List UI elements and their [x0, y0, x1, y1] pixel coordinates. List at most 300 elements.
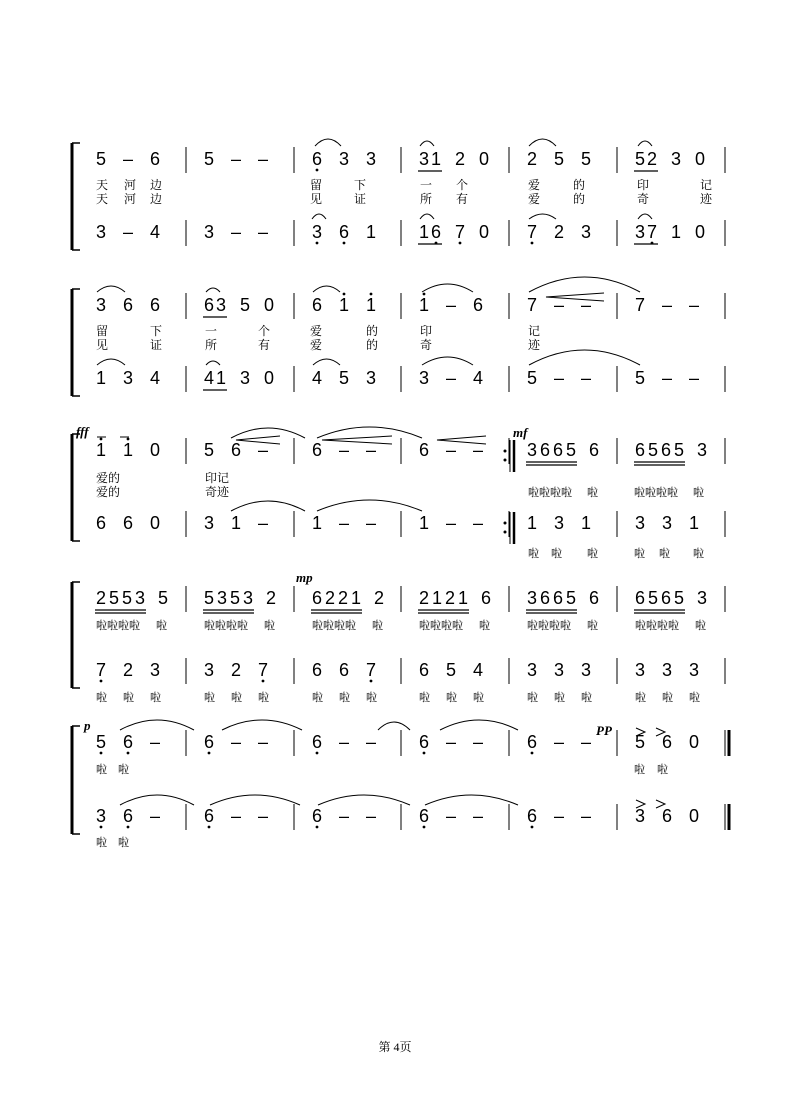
lyric: 天 — [96, 192, 109, 206]
note-digit: 6 — [661, 588, 672, 608]
note-digit: – — [258, 222, 269, 242]
lyric: 啦 — [528, 548, 539, 560]
note-digit: 2 — [554, 222, 565, 242]
repeat-dot — [504, 531, 507, 534]
lyric: 啦啦啦啦 — [634, 487, 678, 499]
lyric: 爱的 — [96, 485, 121, 499]
octave-dot-above — [370, 293, 373, 296]
note-digit: 5 — [204, 588, 215, 608]
slur — [97, 359, 125, 365]
slur — [97, 286, 125, 292]
note-digit: 3 — [96, 295, 107, 315]
note-digit: 0 — [689, 806, 700, 826]
slur — [529, 277, 640, 292]
lyric: 所 — [205, 338, 218, 352]
note-digit: – — [662, 295, 673, 315]
note-digit: 1 — [419, 222, 430, 242]
repeat-dot — [504, 450, 507, 453]
octave-dot-below — [208, 826, 211, 829]
note-digit: 7 — [635, 295, 646, 315]
lyric: 啦 — [662, 692, 673, 704]
slur — [317, 427, 422, 438]
lyric: 啦 — [527, 692, 538, 704]
lyric: 啦 — [339, 692, 350, 704]
dynamic-marking: PP — [596, 723, 612, 738]
lyric: 证 — [150, 338, 163, 352]
lyric: 啦 — [312, 692, 323, 704]
repeat-dot — [504, 459, 507, 462]
note-digit: – — [258, 732, 269, 752]
note-digit: 2 — [455, 149, 466, 169]
note-digit: 3 — [204, 513, 215, 533]
note-digit: 2 — [445, 588, 456, 608]
note-digit: 3 — [240, 368, 251, 388]
note-digit: 6 — [419, 732, 430, 752]
octave-dot-below — [127, 752, 130, 755]
note-digit: 2 — [266, 588, 277, 608]
slur — [206, 288, 220, 292]
note-digit: 6 — [231, 440, 242, 460]
note-digit: 1 — [419, 513, 430, 533]
note-digit: 3 — [635, 806, 646, 826]
lyric: 的 — [366, 324, 379, 338]
note-digit: 3 — [689, 660, 700, 680]
note-digit: 6 — [339, 660, 350, 680]
note-digit: 5 — [581, 149, 592, 169]
note-digit: 1 — [581, 513, 592, 533]
note-digit: 5 — [674, 440, 685, 460]
note-digit: – — [258, 440, 269, 460]
octave-dot-below — [343, 242, 346, 245]
note-digit: 2 — [374, 588, 385, 608]
octave-dot-below — [100, 826, 103, 829]
note-digit: – — [554, 295, 565, 315]
note-digit: – — [150, 806, 161, 826]
note-digit: 2 — [338, 588, 349, 608]
note-digit: 3 — [150, 660, 161, 680]
slur — [317, 500, 422, 511]
note-digit: 6 — [419, 660, 430, 680]
note-digit: 3 — [662, 660, 673, 680]
note-digit: 7 — [647, 222, 658, 242]
octave-dot-below — [316, 242, 319, 245]
note-digit: 2 — [527, 149, 538, 169]
octave-dot-above — [127, 438, 130, 441]
note-digit: – — [689, 295, 700, 315]
note-digit: – — [123, 222, 134, 242]
note-digit: – — [581, 732, 592, 752]
note-digit: 0 — [264, 368, 275, 388]
slur — [231, 428, 305, 438]
note-digit: 6 — [540, 588, 551, 608]
repeat-dot — [504, 522, 507, 525]
octave-dot-below — [100, 680, 103, 683]
note-digit: 3 — [697, 440, 708, 460]
note-digit: 1 — [431, 149, 442, 169]
octave-dot-below — [423, 752, 426, 755]
lyric: 下 — [354, 178, 367, 192]
lyric: 的 — [573, 178, 586, 192]
note-digit: – — [446, 295, 457, 315]
slur — [638, 141, 652, 146]
note-digit: 5 — [648, 588, 659, 608]
note-digit: 5 — [674, 588, 685, 608]
octave-dot-below — [531, 752, 534, 755]
lyric: 啦 — [372, 620, 383, 632]
lyric: 记 — [700, 178, 713, 192]
note-digit: 1 — [231, 513, 242, 533]
note-digit: 7 — [96, 660, 107, 680]
lyric: 啦 — [587, 620, 598, 632]
lyric: 证 — [354, 192, 367, 206]
lyric: 啦 — [554, 692, 565, 704]
note-digit: 0 — [695, 222, 706, 242]
lyric: 啦 — [118, 764, 129, 776]
note-digit: 6 — [481, 588, 492, 608]
note-digit: – — [446, 513, 457, 533]
slur — [315, 139, 341, 146]
note-digit: 3 — [554, 513, 565, 533]
note-digit: 6 — [123, 513, 134, 533]
lyric: 啦 — [96, 764, 107, 776]
note-digit: 4 — [473, 660, 484, 680]
note-digit: 1 — [458, 588, 469, 608]
note-digit: 3 — [554, 660, 565, 680]
lyric: 有 — [456, 192, 469, 206]
note-digit: 0 — [689, 732, 700, 752]
octave-dot-below — [316, 752, 319, 755]
octave-dot-above — [423, 293, 426, 296]
note-digit: 6 — [662, 732, 673, 752]
lyric: 啦 — [551, 548, 562, 560]
note-digit: 7 — [258, 660, 269, 680]
note-digit: – — [339, 732, 350, 752]
lyric: 啦 — [479, 620, 490, 632]
slur — [313, 359, 340, 365]
note-digit: 3 — [419, 149, 430, 169]
note-digit: – — [366, 806, 377, 826]
note-digit: 3 — [135, 588, 146, 608]
note-digit: – — [231, 149, 242, 169]
note-digit: 6 — [150, 295, 161, 315]
lyric: 啦 — [204, 692, 215, 704]
note-digit: – — [258, 513, 269, 533]
lyric: 的 — [573, 192, 586, 206]
lyric: 啦啦啦啦 — [635, 620, 679, 632]
lyric: 迹 — [528, 338, 541, 352]
note-digit: 3 — [419, 368, 430, 388]
note-digit: 6 — [419, 806, 430, 826]
note-digit: – — [366, 440, 377, 460]
slur — [378, 722, 410, 730]
note-digit: 5 — [554, 149, 565, 169]
octave-dot-above — [343, 293, 346, 296]
note-digit: 6 — [312, 806, 323, 826]
lyric: 河 — [124, 192, 137, 206]
note-digit: 6 — [204, 806, 215, 826]
lyric: 啦 — [581, 692, 592, 704]
note-digit: – — [473, 732, 484, 752]
note-digit: 2 — [325, 588, 336, 608]
note-digit: – — [473, 513, 484, 533]
page-number: 第 4页 — [378, 1040, 412, 1054]
note-digit: 3 — [635, 660, 646, 680]
note-digit: 3 — [216, 295, 227, 315]
note-digit: – — [258, 806, 269, 826]
note-digit: – — [581, 368, 592, 388]
note-digit: 6 — [312, 660, 323, 680]
lyric: 啦 — [150, 692, 161, 704]
note-digit: 6 — [589, 588, 600, 608]
note-digit: 3 — [527, 660, 538, 680]
lyric: 啦 — [264, 620, 275, 632]
note-digit: – — [258, 149, 269, 169]
lyric: 印 — [637, 178, 650, 192]
lyric: 啦 — [123, 692, 134, 704]
note-digit: – — [554, 806, 565, 826]
lyric: 印记 — [205, 471, 230, 485]
note-digit: – — [554, 732, 565, 752]
slur — [440, 720, 518, 730]
dynamic-marking: p — [84, 718, 91, 733]
octave-dot-below — [370, 680, 373, 683]
note-digit: 1 — [216, 368, 227, 388]
lyric: 啦 — [693, 548, 704, 560]
note-digit: – — [473, 806, 484, 826]
lyric: 爱 — [528, 178, 541, 192]
note-digit: 5 — [240, 295, 251, 315]
slur — [210, 795, 300, 805]
lyric: 啦啦啦啦 — [204, 620, 248, 632]
lyric: 啦 — [635, 692, 646, 704]
lyric: 边 — [150, 178, 163, 192]
lyric: 爱 — [528, 192, 541, 206]
note-digit: 3 — [96, 222, 107, 242]
note-digit: 1 — [96, 368, 107, 388]
note-digit: 1 — [312, 513, 323, 533]
note-digit: 5 — [648, 440, 659, 460]
lyric: 爱 — [310, 338, 323, 352]
lyric: 所 — [420, 192, 433, 206]
note-digit: 1 — [366, 295, 377, 315]
note-digit: 6 — [553, 588, 564, 608]
lyric: 啦 — [693, 487, 704, 499]
note-digit: 6 — [589, 440, 600, 460]
note-digit: – — [446, 440, 457, 460]
note-digit: 6 — [661, 440, 672, 460]
note-digit: 6 — [635, 440, 646, 460]
lyric: 见 — [310, 192, 323, 206]
note-digit: 3 — [339, 149, 350, 169]
note-digit: 5 — [204, 149, 215, 169]
note-digit: 6 — [339, 222, 350, 242]
note-digit: – — [581, 806, 592, 826]
note-digit: 6 — [123, 732, 134, 752]
lyric: 啦啦啦啦 — [312, 620, 356, 632]
note-digit: 6 — [96, 513, 107, 533]
slur — [529, 350, 640, 365]
note-digit: – — [231, 732, 242, 752]
note-digit: 7 — [527, 295, 538, 315]
lyric: 奇迹 — [205, 485, 230, 499]
note-digit: 0 — [695, 149, 706, 169]
lyric: 啦 — [419, 692, 430, 704]
note-digit: – — [473, 440, 484, 460]
lyric: 啦 — [96, 692, 107, 704]
note-digit: 3 — [217, 588, 228, 608]
note-digit: 3 — [527, 440, 538, 460]
lyric: 啦 — [587, 548, 598, 560]
note-digit: 3 — [635, 513, 646, 533]
note-digit: 6 — [150, 149, 161, 169]
slur — [420, 214, 434, 219]
note-digit: 1 — [671, 222, 682, 242]
note-digit: 1 — [96, 440, 107, 460]
note-digit: 6 — [473, 295, 484, 315]
note-digit: 0 — [264, 295, 275, 315]
note-digit: 7 — [455, 222, 466, 242]
note-digit: – — [446, 806, 457, 826]
lyric: 啦 — [96, 837, 107, 849]
note-digit: 5 — [339, 368, 350, 388]
note-digit: 1 — [432, 588, 443, 608]
octave-dot-below — [459, 242, 462, 245]
note-digit: 2 — [419, 588, 430, 608]
lyric: 个 — [456, 178, 469, 192]
note-digit: 3 — [527, 588, 538, 608]
note-digit: – — [150, 732, 161, 752]
lyric: 见 — [96, 338, 109, 352]
note-digit: 3 — [366, 149, 377, 169]
lyric: 啦 — [634, 764, 645, 776]
note-digit: 3 — [123, 368, 134, 388]
note-digit: 5 — [566, 588, 577, 608]
slur — [529, 139, 556, 146]
note-digit: 3 — [635, 222, 646, 242]
note-digit: 3 — [96, 806, 107, 826]
lyric: 一 — [205, 324, 218, 338]
note-digit: 4 — [150, 368, 161, 388]
lyric: 啦啦啦啦 — [419, 620, 463, 632]
crescendo-hairpin — [322, 436, 392, 444]
lyric: 啦 — [156, 620, 167, 632]
lyric: 的 — [366, 338, 379, 352]
note-digit: – — [662, 368, 673, 388]
lyric: 河 — [124, 178, 137, 192]
slur — [206, 361, 220, 365]
lyric: 记 — [528, 324, 541, 338]
octave-dot-below — [100, 752, 103, 755]
lyric: 奇 — [637, 192, 650, 206]
lyric: 下 — [150, 324, 163, 338]
note-digit: 5 — [635, 149, 646, 169]
note-digit: 6 — [553, 440, 564, 460]
note-digit: 4 — [312, 368, 323, 388]
note-digit: 6 — [312, 440, 323, 460]
note-digit: 1 — [419, 295, 430, 315]
lyric: 啦 — [587, 487, 598, 499]
dynamic-marking: mf — [513, 425, 528, 440]
note-digit: – — [231, 806, 242, 826]
slur — [312, 214, 326, 219]
note-digit: – — [231, 222, 242, 242]
note-digit: 6 — [540, 440, 551, 460]
note-digit: 1 — [689, 513, 700, 533]
note-digit: 5 — [109, 588, 120, 608]
note-digit: 6 — [204, 732, 215, 752]
note-digit: 3 — [243, 588, 254, 608]
note-digit: 5 — [158, 588, 169, 608]
dynamic-marking: mp — [296, 570, 313, 585]
note-digit: 1 — [351, 588, 362, 608]
octave-dot-below — [423, 826, 426, 829]
note-digit: 5 — [566, 440, 577, 460]
lyric: 个 — [258, 324, 271, 338]
slur — [313, 286, 340, 292]
note-digit: – — [446, 732, 457, 752]
lyric: 迹 — [700, 192, 713, 206]
note-digit: 4 — [204, 368, 215, 388]
note-digit: 6 — [527, 732, 538, 752]
note-digit: 3 — [671, 149, 682, 169]
note-digit: – — [554, 368, 565, 388]
note-digit: 6 — [431, 222, 442, 242]
note-digit: – — [446, 368, 457, 388]
lyric: 啦 — [473, 692, 484, 704]
lyric: 爱 — [310, 324, 323, 338]
note-digit: 7 — [527, 222, 538, 242]
note-digit: 1 — [339, 295, 350, 315]
note-digit: 0 — [479, 222, 490, 242]
note-digit: 5 — [96, 149, 107, 169]
lyric: 一 — [420, 178, 433, 192]
slur — [425, 795, 518, 805]
lyric: 留 — [96, 324, 109, 338]
lyric: 奇 — [420, 338, 433, 352]
note-digit: – — [123, 149, 134, 169]
lyric: 啦 — [118, 837, 129, 849]
slur — [120, 795, 194, 805]
lyric: 啦啦啦啦 — [96, 620, 140, 632]
note-digit: 3 — [366, 368, 377, 388]
lyric: 啦 — [695, 620, 706, 632]
note-digit: 2 — [96, 588, 107, 608]
slur — [222, 720, 302, 730]
note-digit: 5 — [122, 588, 133, 608]
note-digit: 6 — [312, 149, 323, 169]
lyric: 啦啦啦啦 — [528, 487, 572, 499]
note-digit: 6 — [527, 806, 538, 826]
lyric: 啦 — [657, 764, 668, 776]
lyric: 留 — [310, 178, 323, 192]
note-digit: 6 — [123, 295, 134, 315]
note-digit: 2 — [647, 149, 658, 169]
lyric: 啦 — [258, 692, 269, 704]
note-digit: 1 — [366, 222, 377, 242]
note-digit: 5 — [635, 732, 646, 752]
note-digit: 2 — [123, 660, 134, 680]
lyric: 边 — [150, 192, 163, 206]
note-digit: 3 — [204, 660, 215, 680]
octave-dot-below — [262, 680, 265, 683]
note-digit: 0 — [150, 440, 161, 460]
lyric: 啦啦啦啦 — [527, 620, 571, 632]
note-digit: 2 — [231, 660, 242, 680]
slur — [231, 501, 305, 511]
lyric: 啦 — [231, 692, 242, 704]
lyric: 啦 — [689, 692, 700, 704]
octave-dot-above — [100, 438, 103, 441]
